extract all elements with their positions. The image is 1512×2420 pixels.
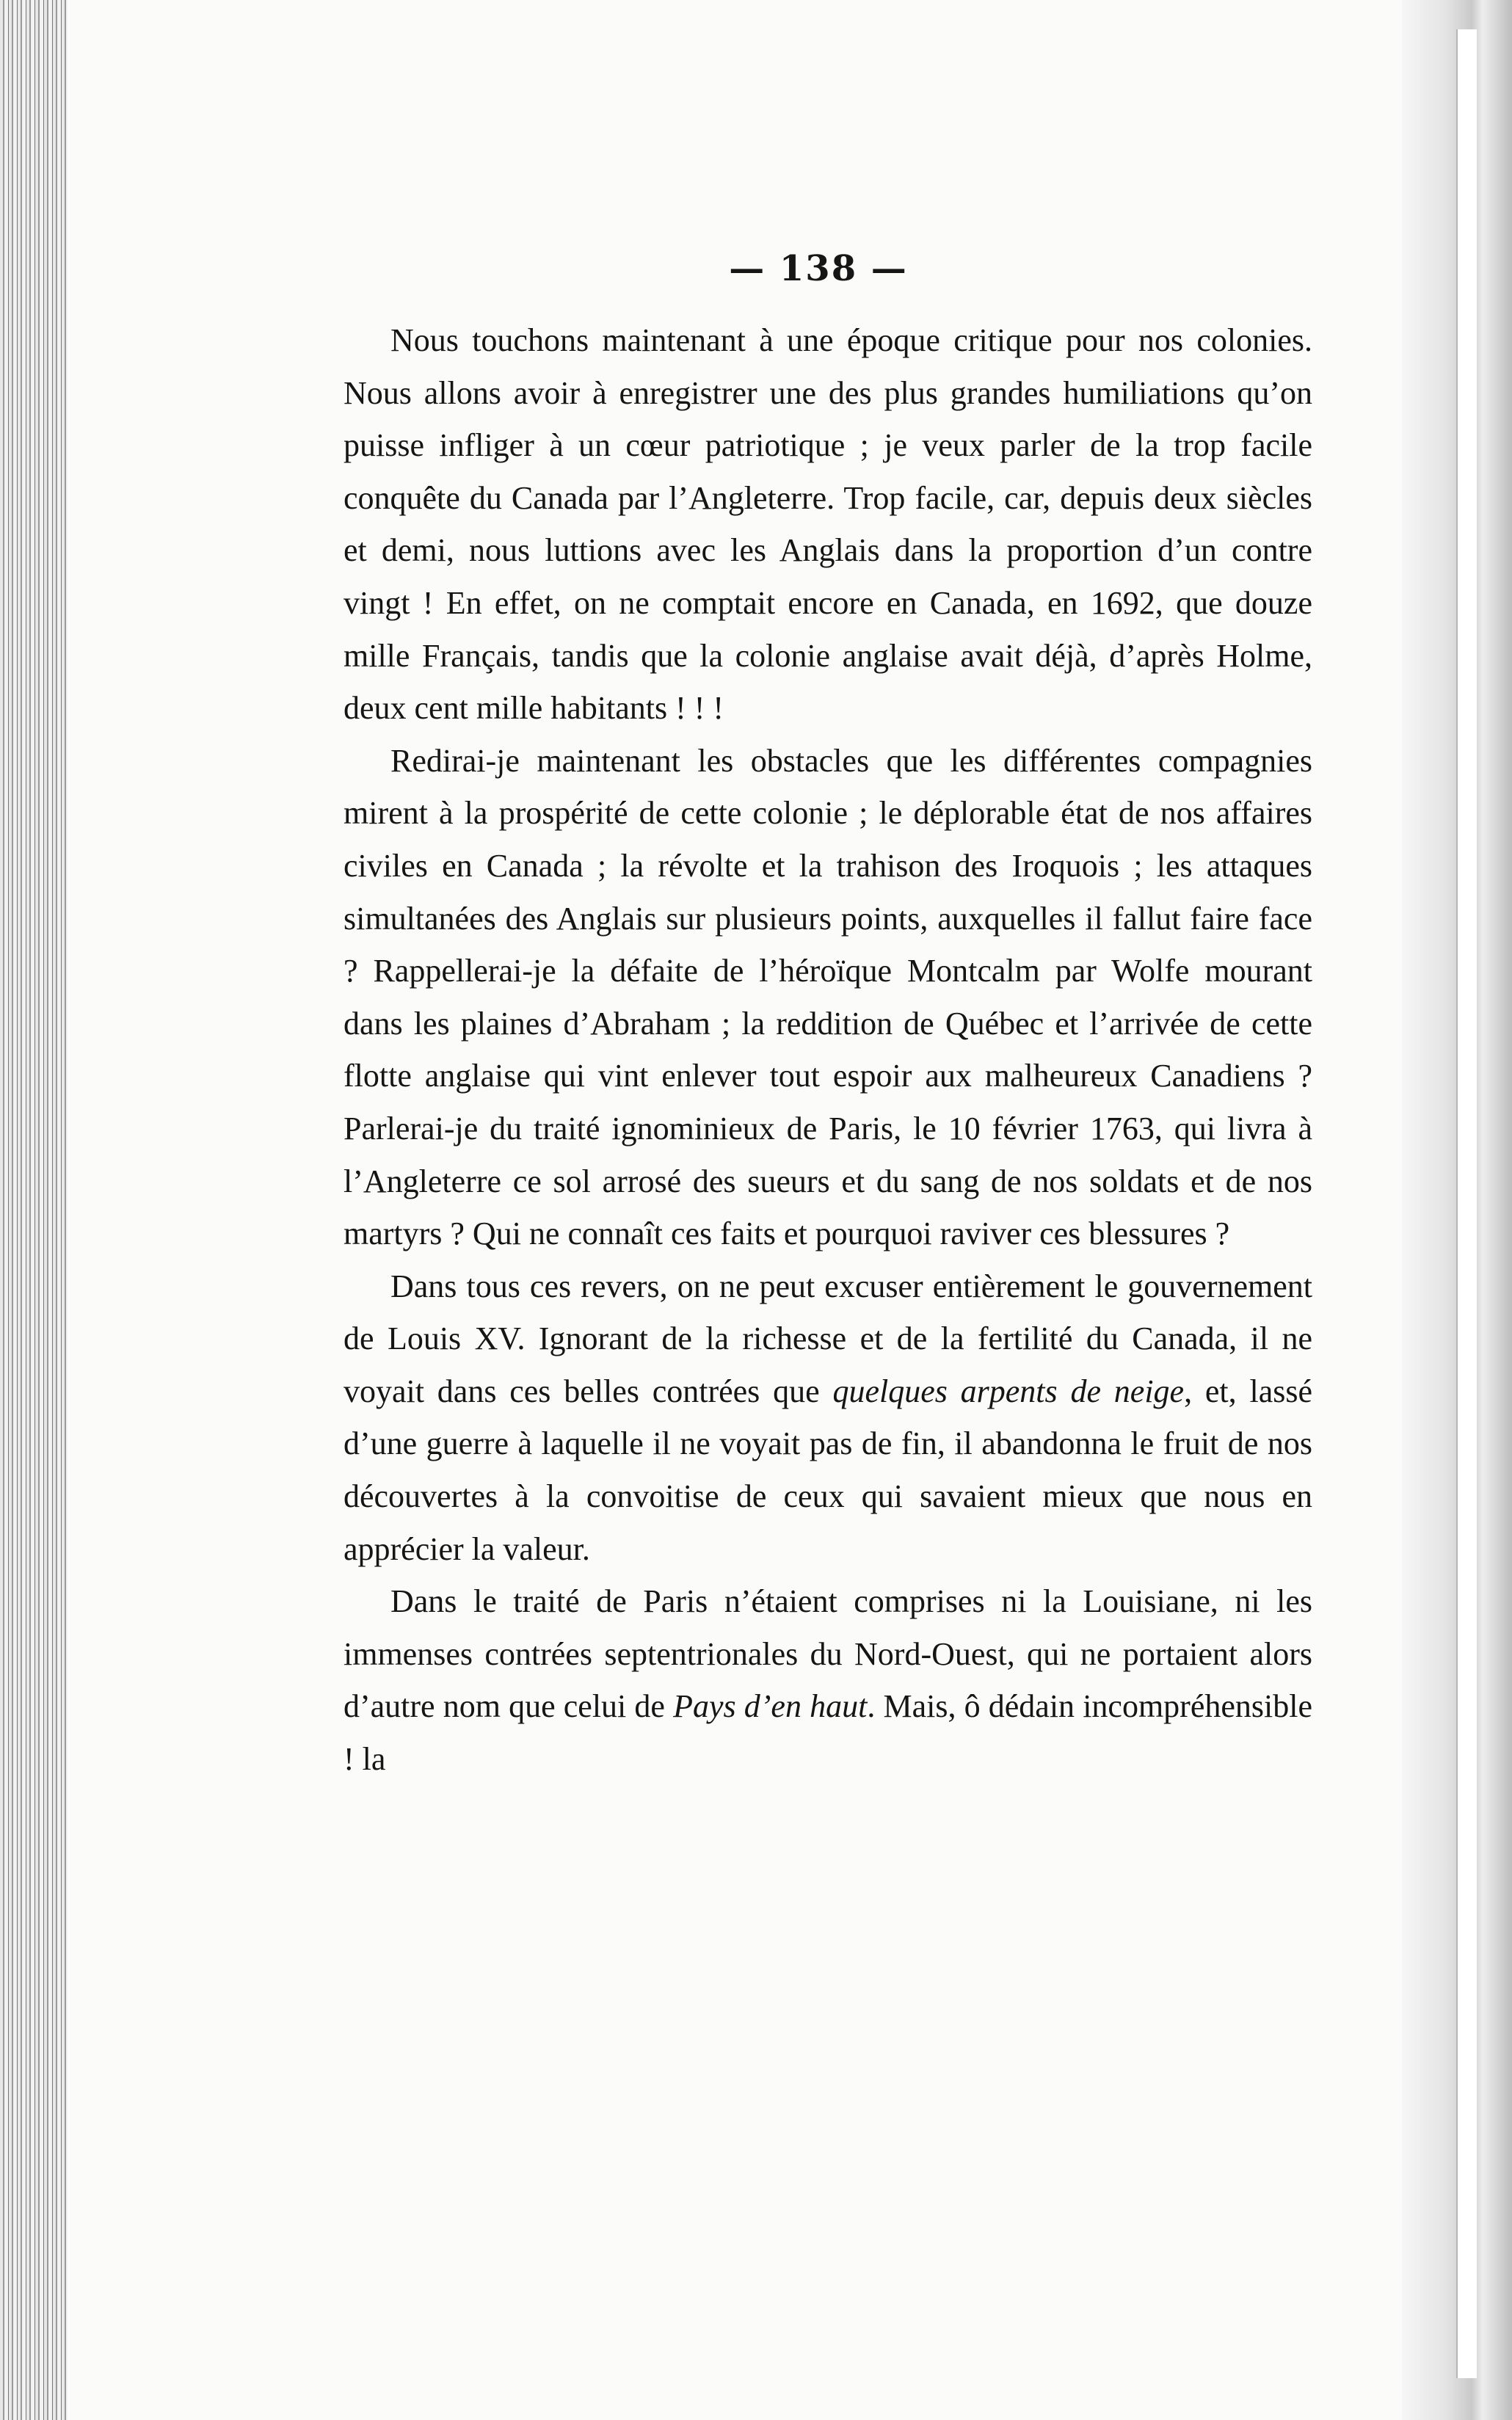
italic-phrase: Pays d’en haut	[673, 1688, 868, 1725]
paragraph-4	[344, 1575, 1312, 1785]
page-number: — 138 —	[729, 248, 908, 289]
paragraph-text: Redirai-je maintenant les obstacles que les différentes compagnies mirent à la prospérité de cette colonie ; le déplorable état de nos affaires civiles en Canada ; la révolte et la trahison des Iroquois ; les attaques simultanées des Anglais sur plusieurs points, auxquelles il fallut faire face ? Rappellerai-je la défaite de l’héroïque Montcalm par Wolfe mourant dans les plaines d’Abraham ; la reddition de Québec et l’arrivée de cette flotte anglaise qui vint enlever tout espoir aux malheureux Canadiens ? Parlerai-je du traité ignominieux de Paris, le 10 février 1763, qui livra à l’Angleterre ce sol arrosé des sueurs et du sang de nos soldats et de nos martyrs ? Qui ne connaît ces faits et pourquoi raviver ces blessures ?	[344, 742, 1312, 1252]
paragraph-text: , et, lassé d’une guerre à laquelle il ne voyait pas de fin, il abandonna le fruit de nos découvertes à la convoitise de ceux qui savaient mieux que nous en apprécier la valeur.	[344, 1373, 1312, 1567]
paragraph-text: Nous touchons maintenant à une époque critique pour nos colonies. Nous allons avoir à enregistrer une des plus grandes humiliations qu’on puisse infliger à un cœur patriotique ; je veux parler de la trop facile conquête du Canada par l’Angleterre. Trop facile, car, depuis deux siècles et demi, nous luttions avec les Anglais dans la proportion d’un contre vingt ! En effet, on ne comptait encore en Canada, en 1692, que douze mille Français, tandis que la colonie anglaise avait déjà, d’après Holme, deux cent mille habitants ! ! !	[344, 322, 1312, 727]
paragraph-text: Dans tous ces revers, on ne peut excuser entièrement le gouvernement de Louis XV. Ignorant de la richesse et de la fertilité du Canada, il ne voyait dans ces belles contrées que	[344, 1268, 1312, 1409]
paragraph-text: . Mais, ô dédain incompréhensible ! la	[344, 1688, 1312, 1778]
paragraph-3	[344, 1260, 1312, 1576]
page-edge-strip	[1456, 29, 1477, 2378]
page-edge-right	[1402, 0, 1512, 2420]
paragraph-text: Dans le traité de Paris n’étaient comprises ni la Louisiane, ni les immenses contrées septentrionales du Nord-Ouest, qui ne portaient alors d’autre nom que celui de	[344, 1583, 1312, 1725]
italic-phrase: quelques arpents de neige	[832, 1373, 1185, 1409]
page-binding-left	[0, 0, 68, 2420]
body-text	[344, 314, 1312, 1786]
paragraph-1	[344, 314, 1312, 735]
paragraph-2	[344, 735, 1312, 1260]
